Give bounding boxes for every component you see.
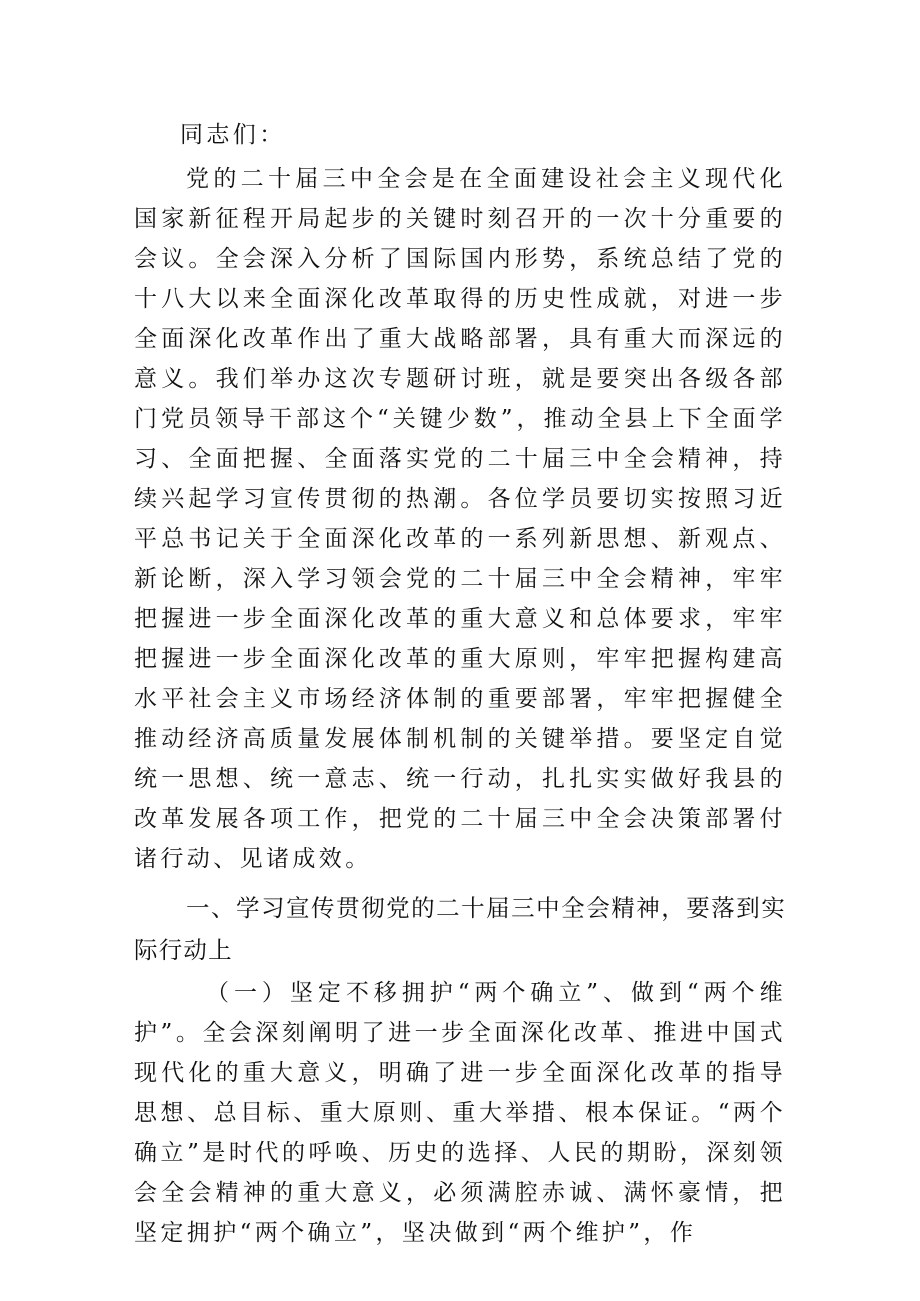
section-heading: 一、学习宣传贯彻党的二十届三中全会精神，要落到实际行动上 [134, 894, 786, 964]
intro-paragraph: 党的二十届三中全会是在全面建设社会主义现代化国家新征程开局起步的关键时刻召开的一次十分重要的会议。全会深入分析了国际国内形势，系统总结了党的十八大以来全面深化改革取得的历史性成就，对进一步全面深化改革作出了重大战略部署，具有重大而深远的意义。我们举办这次专题研讨班，就是要突出各级各部门党员领导干部这个“关键少数”，推动全县上下全面学习、全面把握、全面落实党的二十届三中全会精神，持续兴起学习宣传贯彻的热潮。各位学员要切实按照习近平总书记关于全面深化改革的一系列新思想、新观点、新论断，深入学习领会党的二十届三中全会精神，牢牢把握进一步全面深化改革的重大意义和总体要求，牢牢把握进一步全面深化改革的重大原则，牢牢把握构建高水平社会主义市场经济体制的重要部署，牢牢把握健全推动经济高质量发展体制机制的关键举措。要坚定自觉统一思想、统一意志、统一行动，扎扎实实做好我县的改革发展各项工作，把党的二十届三中全会决策部署付诸行动、见诸成效。 [134, 166, 786, 872]
document-body [134, 115, 786, 1253]
sub-paragraph: （一）坚定不移拥护“两个确立”、做到“两个维护”。全会深刻阐明了进一步全面深化改革、推进中国式现代化的重大意义，明确了进一步全面深化改革的指导思想、总目标、重大原则、重大举措、根本保证。“两个确立”是时代的呼唤、历史的选择、人民的期盼，深刻领会全会精神的重大意义，必须满腔赤诚、满怀豪情，把坚定拥护“两个确立”，坚决做到“两个维护”，作 [134, 980, 786, 1246]
salutation: 同志们： [180, 122, 286, 148]
